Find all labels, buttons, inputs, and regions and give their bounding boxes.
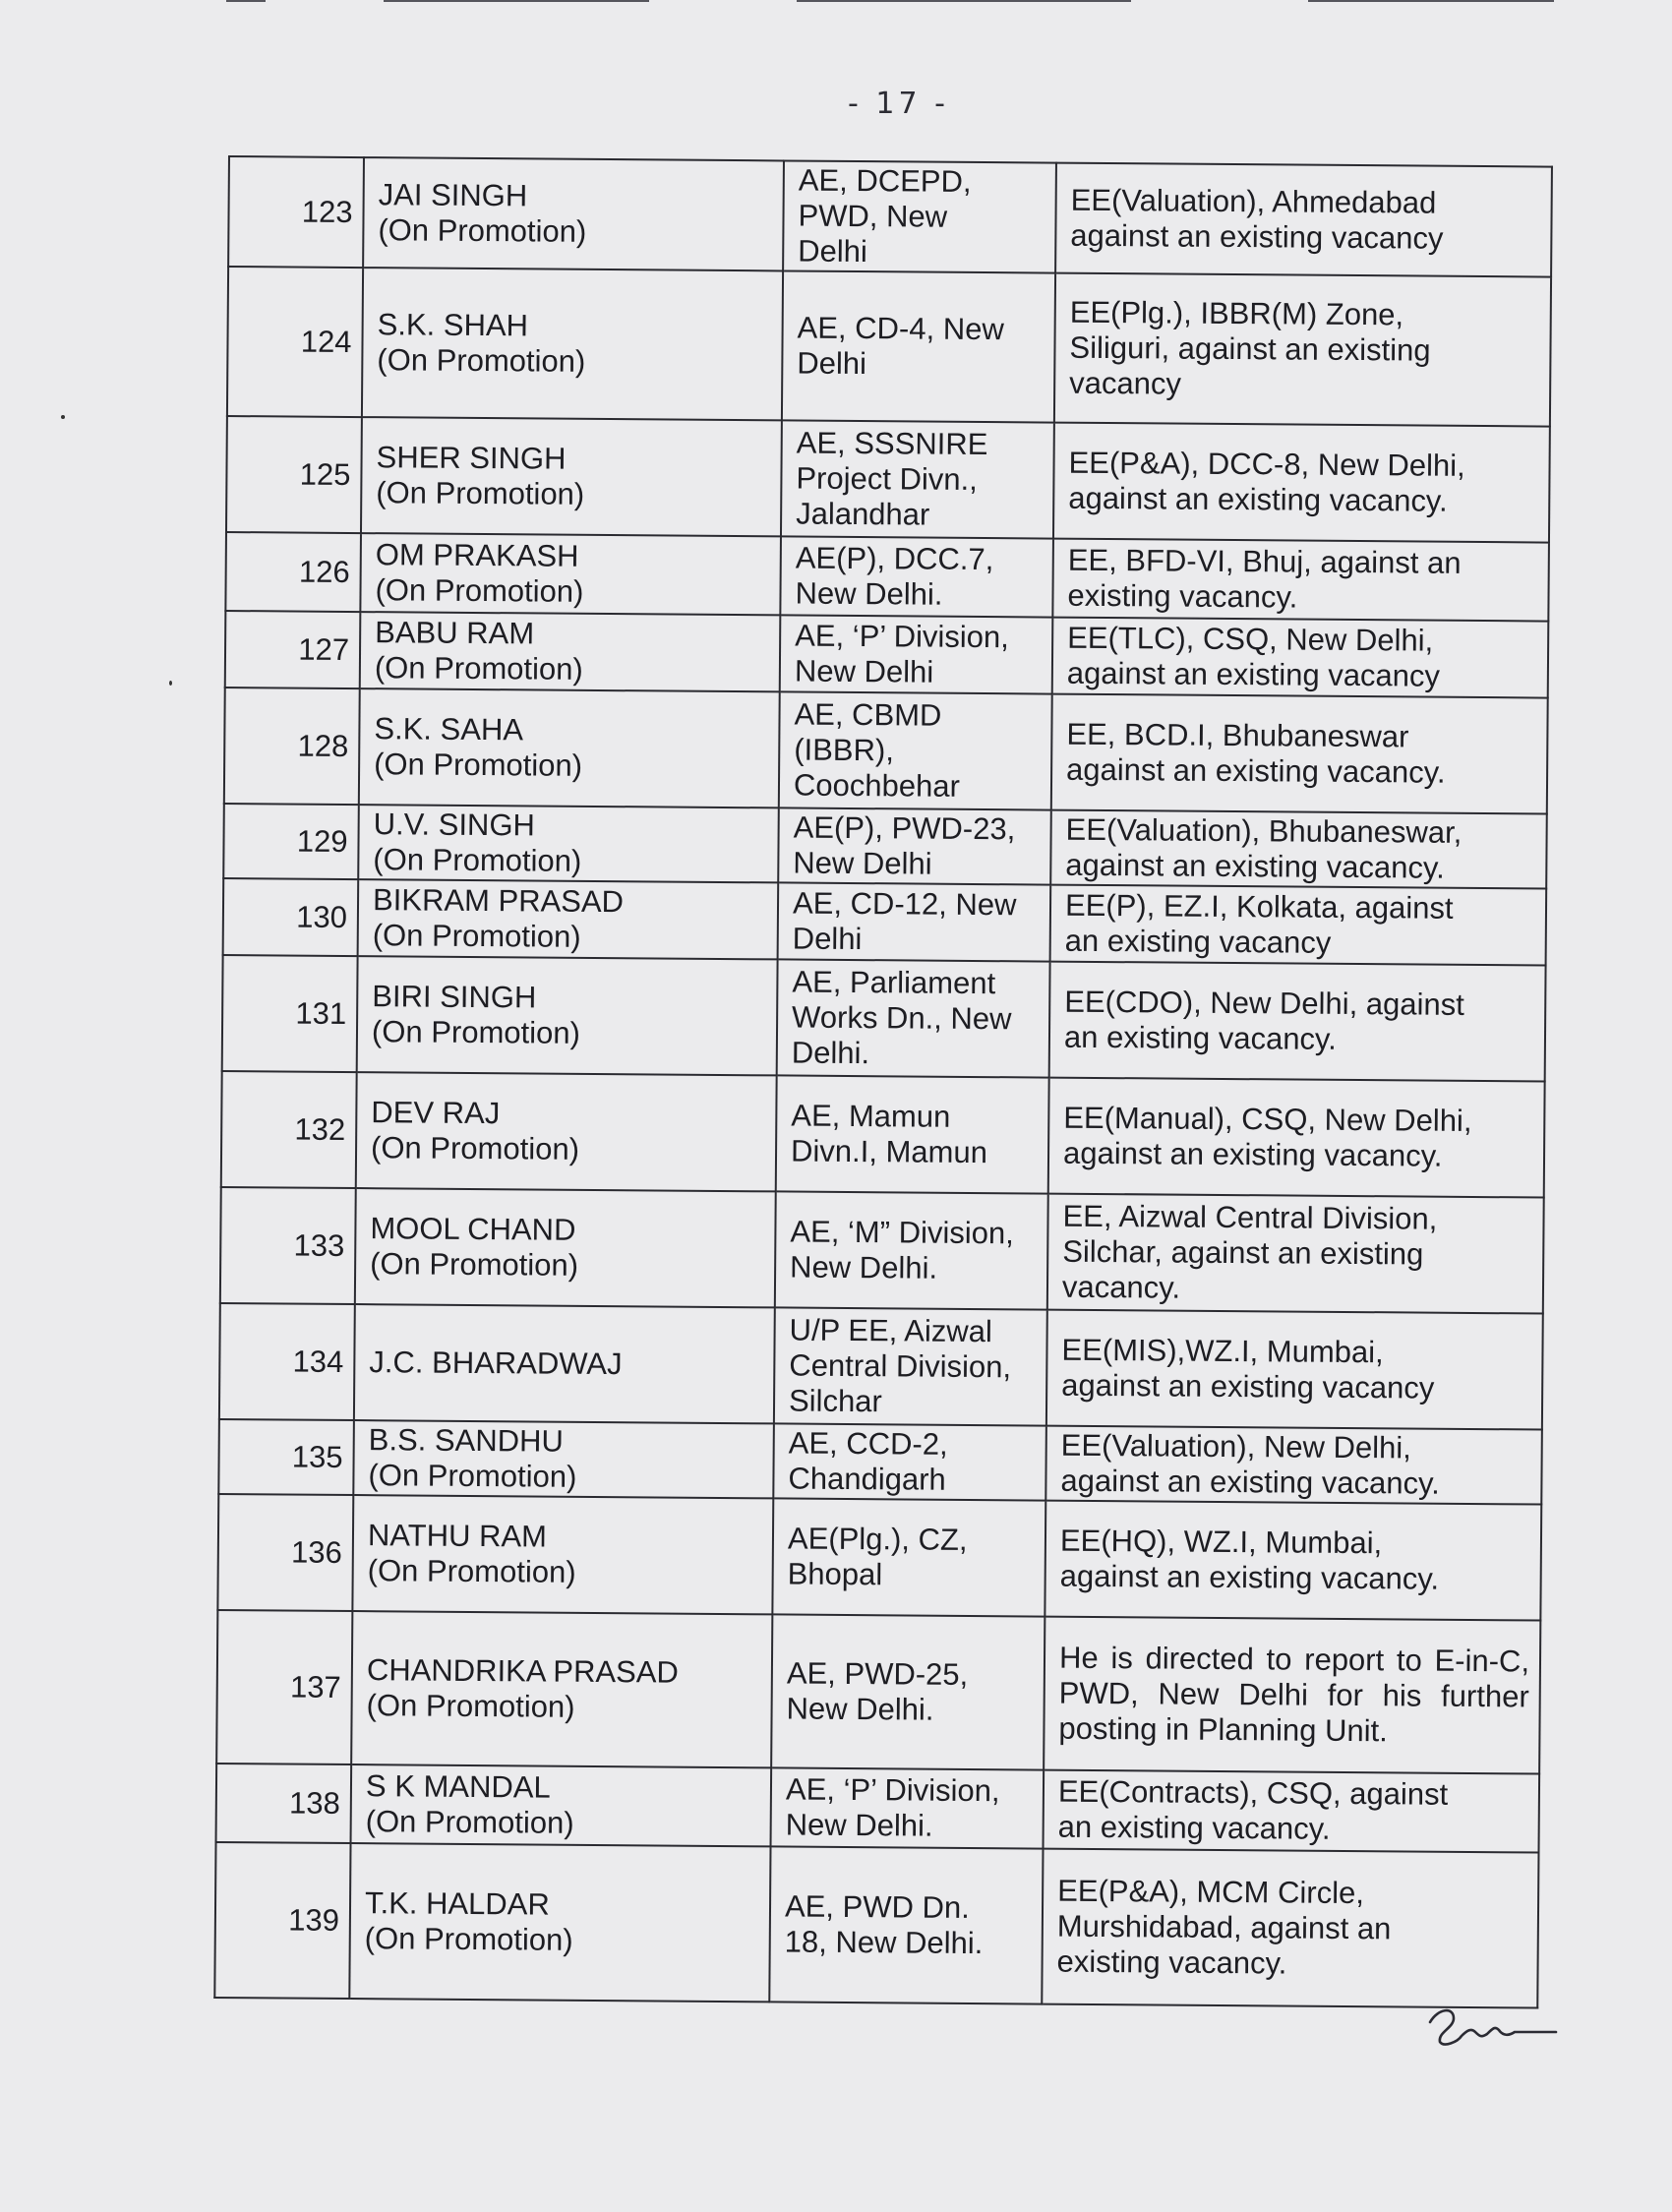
new-posting-line: against an existing vacancy xyxy=(1070,217,1444,256)
present-posting-line: AE, CCD-2, xyxy=(788,1425,948,1462)
present-posting-line: AE, CD-4, New xyxy=(797,310,1004,347)
present-posting-line: AE, Parliament xyxy=(792,964,996,1001)
officer-name: BABU RAM xyxy=(375,615,535,651)
new-posting-cell xyxy=(1049,962,1546,1082)
new-posting-cell xyxy=(1051,694,1548,814)
present-posting-line: Coochbehar xyxy=(793,767,961,804)
promotion-note: (On Promotion) xyxy=(368,1458,577,1494)
officer-name: S K MANDAL xyxy=(365,1768,551,1805)
officer-name-cell xyxy=(352,1495,773,1614)
officer-name-cell xyxy=(359,688,780,807)
new-posting-line: against an existing vacancy xyxy=(1066,655,1441,693)
officer-name: DEV RAJ xyxy=(371,1095,501,1131)
present-posting-cell xyxy=(783,160,1056,272)
present-posting-line: Central Division, xyxy=(789,1347,1012,1385)
present-posting-line: AE, DCEPD, xyxy=(798,162,972,199)
new-posting-line: EE(Manual), CSQ, New Delhi, xyxy=(1063,1100,1472,1138)
new-posting-cell xyxy=(1044,1617,1540,1774)
table-row xyxy=(224,688,1548,814)
table-row xyxy=(226,416,1550,543)
new-posting-line: an existing vacancy. xyxy=(1057,1809,1331,1846)
present-posting-cell xyxy=(773,1423,1046,1500)
serial-number-cell xyxy=(221,1071,357,1188)
present-posting-cell xyxy=(780,615,1053,693)
promotion-note: (On Promotion) xyxy=(365,1804,574,1840)
serial-number: 132 xyxy=(294,1111,346,1147)
present-posting-line: Delhi xyxy=(792,921,863,957)
officer-name: OM PRAKASH xyxy=(375,537,579,573)
serial-number: 135 xyxy=(291,1439,343,1474)
serial-number-cell xyxy=(228,156,364,268)
new-posting-line: against an existing vacancy. xyxy=(1065,847,1445,885)
present-posting-line: PWD, New xyxy=(798,198,948,234)
present-posting-cell xyxy=(771,1767,1045,1848)
present-posting-line: Project Divn., xyxy=(796,460,978,497)
present-posting-line: New Delhi xyxy=(794,653,934,689)
new-posting-line: EE(CDO), New Delhi, against xyxy=(1064,984,1464,1022)
new-posting-line: EE(Plg.), IBBR(M) Zone, xyxy=(1069,294,1404,332)
present-posting-line: Works Dn., New xyxy=(792,999,1012,1037)
officer-name-cell xyxy=(357,956,778,1075)
present-posting-line: New Delhi. xyxy=(795,575,943,612)
new-posting-line: EE(Valuation), New Delhi, xyxy=(1060,1427,1411,1465)
promotion-note: (On Promotion) xyxy=(377,342,586,379)
serial-number: 133 xyxy=(293,1227,345,1263)
present-posting-line: AE, ‘P’ Division, xyxy=(785,1771,1000,1809)
table-row xyxy=(221,1071,1545,1198)
officer-name: J.C. BHARADWAJ xyxy=(369,1345,623,1382)
present-posting-cell xyxy=(778,882,1051,961)
new-posting-line: EE(Contracts), CSQ, against xyxy=(1057,1773,1449,1812)
serial-number-cell xyxy=(223,878,359,956)
new-posting-line: existing vacancy. xyxy=(1067,577,1298,615)
new-posting-cell xyxy=(1045,1426,1542,1505)
new-posting-cell xyxy=(1048,1078,1545,1198)
present-posting-line: AE, SSSNIRE xyxy=(796,425,988,462)
present-posting-line: AE, CBMD xyxy=(794,696,942,733)
officer-name: B.S. SANDHU xyxy=(368,1422,564,1459)
new-posting-line: EE(P), EZ.I, Kolkata, against xyxy=(1064,887,1454,926)
new-posting-cell xyxy=(1053,423,1550,543)
table-row xyxy=(222,955,1546,1082)
new-posting-line: EE, BCD.I, Bhubaneswar xyxy=(1066,716,1409,754)
officer-name-cell xyxy=(361,417,782,536)
table-row xyxy=(220,1187,1544,1314)
serial-number-cell xyxy=(222,955,358,1072)
serial-number: 137 xyxy=(289,1669,341,1704)
serial-number: 139 xyxy=(288,1902,340,1938)
present-posting-line: AE, ‘M” Division, xyxy=(790,1214,1014,1251)
present-posting-line: Chandigarh xyxy=(788,1461,946,1497)
promotion-note: (On Promotion) xyxy=(378,212,587,249)
officer-name: JAI SINGH xyxy=(378,177,528,213)
promotion-note: (On Promotion) xyxy=(373,842,582,878)
officer-name-cell xyxy=(351,1611,772,1767)
officer-name-cell xyxy=(355,1188,776,1307)
present-posting-line: New Delhi. xyxy=(790,1249,938,1285)
present-posting-cell xyxy=(781,420,1054,538)
promotion-note: (On Promotion) xyxy=(374,650,583,687)
table-row xyxy=(217,1494,1541,1621)
serial-number-cell xyxy=(218,1419,354,1495)
serial-number: 127 xyxy=(298,631,350,667)
serial-number-cell xyxy=(225,611,361,688)
serial-number: 128 xyxy=(297,728,349,763)
serial-number-cell xyxy=(220,1187,356,1304)
present-posting-cell xyxy=(772,1498,1045,1616)
officer-name: S.K. SHAH xyxy=(377,307,529,343)
officer-name-cell xyxy=(349,1843,770,2002)
serial-number-cell xyxy=(219,1303,355,1420)
present-posting-line: New Delhi xyxy=(793,845,932,881)
posting-table-body xyxy=(214,156,1552,2008)
serial-number-cell xyxy=(216,1764,352,1843)
present-posting-line: AE(Plg.), CZ, xyxy=(787,1521,968,1557)
serial-number-cell xyxy=(216,1610,352,1764)
present-posting-line: AE(P), DCC.7, xyxy=(795,540,994,577)
new-posting-line: Siliguri, against an existing xyxy=(1069,329,1431,368)
present-posting-line: New Delhi. xyxy=(786,1691,934,1727)
officer-name: T.K. HALDAR xyxy=(364,1885,550,1922)
officer-name-cell xyxy=(362,268,783,420)
new-posting-line: Silchar, against an existing xyxy=(1062,1233,1424,1272)
present-posting-line: Jalandhar xyxy=(796,496,930,532)
promotion-note: (On Promotion) xyxy=(375,572,584,609)
present-posting-line: AE, CD-12, New xyxy=(792,885,1017,923)
new-posting-cell xyxy=(1055,163,1552,277)
officer-name-cell xyxy=(360,612,781,691)
present-posting-line: New Delhi. xyxy=(785,1807,933,1843)
table-row xyxy=(228,156,1552,277)
serial-number-cell xyxy=(227,267,363,417)
table-row xyxy=(218,1419,1542,1505)
serial-number: 124 xyxy=(300,324,352,359)
officer-name: U.V. SINGH xyxy=(373,807,536,843)
serial-number: 125 xyxy=(299,456,351,492)
new-posting-cell xyxy=(1052,618,1549,698)
serial-number: 123 xyxy=(301,194,353,229)
officer-name-cell xyxy=(358,879,779,959)
new-posting-line: against an existing vacancy xyxy=(1061,1367,1435,1405)
new-posting-cell xyxy=(1046,1310,1543,1430)
present-posting-cell xyxy=(782,270,1055,422)
promotion-note: (On Promotion) xyxy=(374,747,583,783)
present-posting-cell xyxy=(769,1846,1043,2003)
signature-mark xyxy=(1424,1997,1562,2056)
officer-name: S.K. SAHA xyxy=(374,711,524,747)
new-posting-cell xyxy=(1054,273,1551,427)
scan-speck xyxy=(61,415,65,419)
table-row xyxy=(219,1303,1543,1430)
present-posting-line: AE, PWD Dn. xyxy=(784,1888,970,1925)
present-posting-line: AE, PWD-25, xyxy=(786,1655,969,1692)
new-posting-line: Murshidabad, against an xyxy=(1056,1908,1392,1946)
present-posting-line: Bhopal xyxy=(787,1556,883,1592)
table-row xyxy=(225,532,1549,622)
serial-number-cell xyxy=(225,532,361,612)
promotion-note: (On Promotion) xyxy=(370,1130,580,1166)
new-posting-cell xyxy=(1044,1770,1540,1853)
officer-name: CHANDRIKA PRASAD xyxy=(366,1652,680,1690)
present-posting-line: Delhi xyxy=(798,233,868,269)
new-posting-line: EE(P&A), DCC-8, New Delhi, xyxy=(1068,445,1465,483)
present-posting-line: U/P EE, Aizwal xyxy=(789,1312,992,1349)
new-posting-line: EE(MIS),WZ.I, Mumbai, xyxy=(1061,1332,1384,1370)
table-row xyxy=(223,804,1547,889)
new-posting-line: existing vacancy. xyxy=(1056,1943,1287,1981)
promotion-note: (On Promotion) xyxy=(370,1246,579,1283)
present-posting-cell xyxy=(777,959,1050,1077)
new-posting-line: against an existing vacancy. xyxy=(1068,480,1448,518)
new-posting-line: EE(Valuation), Bhubaneswar, xyxy=(1065,811,1463,850)
officer-name-cell xyxy=(358,805,779,882)
new-posting-line: vacancy. xyxy=(1061,1269,1181,1305)
new-posting-line: against an existing vacancy. xyxy=(1062,1135,1443,1173)
present-posting-line: Delhi. xyxy=(791,1035,870,1071)
serial-number: 134 xyxy=(292,1344,344,1379)
officer-name: BIRI SINGH xyxy=(372,979,537,1015)
officer-name-cell xyxy=(351,1764,772,1846)
new-posting-line: against an existing vacancy. xyxy=(1060,1463,1441,1501)
present-posting-cell xyxy=(775,1191,1048,1309)
new-posting-cell xyxy=(1042,1849,1538,2008)
new-posting-line: against an existing vacancy. xyxy=(1065,751,1446,790)
page-number: - 17 - xyxy=(848,87,949,121)
promotion-note: (On Promotion) xyxy=(366,1688,575,1724)
table-row xyxy=(225,611,1549,698)
serial-number: 138 xyxy=(288,1785,340,1821)
present-posting-cell xyxy=(771,1614,1045,1769)
new-posting-line: EE(P&A), MCM Circle, xyxy=(1057,1873,1365,1911)
officer-name: NATHU RAM xyxy=(367,1518,548,1554)
promotion-note: (On Promotion) xyxy=(367,1553,576,1589)
new-posting-cell xyxy=(1047,1194,1544,1314)
table-row xyxy=(214,1842,1538,2008)
promotion-note: (On Promotion) xyxy=(376,475,585,511)
serial-number-cell xyxy=(226,416,362,533)
new-posting-line: EE(TLC), CSQ, New Delhi, xyxy=(1067,620,1434,658)
present-posting-line: AE(P), PWD-23, xyxy=(793,809,1016,847)
present-posting-cell xyxy=(779,691,1052,809)
new-posting-line: EE, BFD-VI, Bhuj, against an xyxy=(1067,542,1462,580)
top-rule xyxy=(226,0,1554,6)
new-posting-line: EE, Aizwal Central Division, xyxy=(1062,1198,1438,1236)
new-posting-cell xyxy=(1052,539,1549,622)
present-posting-cell xyxy=(774,1307,1047,1425)
new-posting-line: against an existing vacancy. xyxy=(1059,1558,1440,1596)
promotion-note: (On Promotion) xyxy=(371,1014,581,1050)
present-posting-line: Divn.I, Mamun xyxy=(790,1133,988,1170)
serial-number-cell xyxy=(223,804,359,879)
serial-number: 131 xyxy=(295,995,347,1031)
new-posting-line: EE(Valuation), Ahmedabad xyxy=(1070,182,1437,220)
new-posting-line: EE(HQ), WZ.I, Mumbai, xyxy=(1059,1523,1383,1561)
officer-name-cell xyxy=(353,1420,774,1498)
new-posting-cell xyxy=(1050,885,1547,966)
scan-speck xyxy=(169,681,172,686)
present-posting-line: Delhi xyxy=(797,345,867,382)
table-row xyxy=(227,267,1551,427)
posting-table xyxy=(213,155,1553,2009)
officer-name: MOOL CHAND xyxy=(370,1211,576,1247)
officer-name-cell xyxy=(354,1304,775,1423)
serial-number-cell xyxy=(214,1842,350,1999)
present-posting-line: AE, Mamun xyxy=(791,1098,951,1134)
promotion-note: (On Promotion) xyxy=(364,1921,573,1957)
serial-number-cell xyxy=(217,1494,353,1611)
serial-number: 129 xyxy=(296,823,348,859)
new-posting-line: an existing vacancy. xyxy=(1063,1019,1337,1056)
serial-number: 136 xyxy=(290,1534,342,1570)
new-posting-cell xyxy=(1045,1501,1541,1621)
officer-name-cell xyxy=(363,157,784,270)
officer-name-cell xyxy=(356,1072,777,1191)
present-posting-cell xyxy=(778,807,1051,884)
present-posting-line: AE, ‘P’ Division, xyxy=(795,618,1009,655)
new-posting-cell xyxy=(1050,810,1547,889)
present-posting-cell xyxy=(780,536,1053,617)
present-posting-cell xyxy=(776,1075,1049,1193)
new-posting-line: He is directed to report to E-in-C, PWD, New Delhi for his further posting in Planning Unit. xyxy=(1058,1640,1530,1749)
serial-number-cell xyxy=(224,688,360,805)
table-row xyxy=(216,1764,1540,1853)
serial-number: 126 xyxy=(298,554,350,589)
present-posting-line: (IBBR), xyxy=(794,732,895,768)
promotion-note: (On Promotion) xyxy=(372,918,581,954)
new-posting-line: vacancy xyxy=(1069,365,1182,401)
officer-name-cell xyxy=(360,533,781,615)
officer-name: SHER SINGH xyxy=(376,440,567,476)
present-posting-line: Silchar xyxy=(788,1383,882,1419)
serial-number: 130 xyxy=(296,899,348,934)
table-row xyxy=(223,878,1547,966)
present-posting-line: 18, New Delhi. xyxy=(784,1924,984,1961)
officer-name: BIKRAM PRASAD xyxy=(372,882,625,920)
table-row xyxy=(216,1610,1540,1774)
new-posting-line: an existing vacancy xyxy=(1064,923,1332,960)
